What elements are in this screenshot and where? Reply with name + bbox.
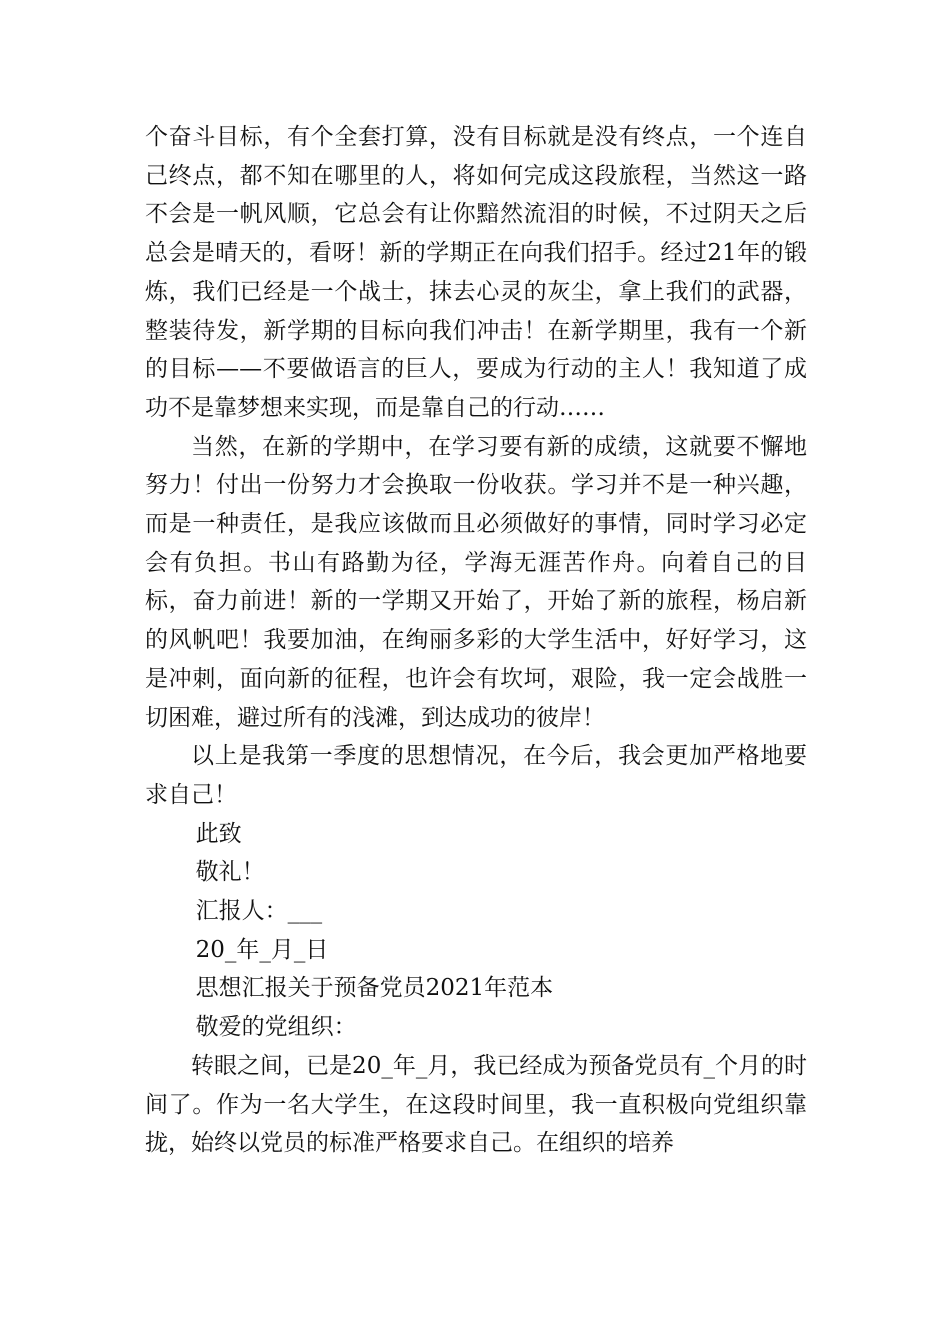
- document-body: [145, 118, 807, 1163]
- paragraph-summary: 以上是我第一季度的思想情况，在今后，我会更加严格地要求自己！: [145, 743, 807, 808]
- salutation-jingli: 敬礼！: [195, 859, 265, 886]
- paragraph-study: 当然，在新的学期中，在学习要有新的成绩，这就要不懈地努力！付出一份努力才会换取一份收获。学习并不是一种兴趣，而是一种责任，是我应该做而且必须做好的事情，同时学习必定会有负担。书山有路勤为径，学海无涯苦作舟。向着自己的目标，奋力前进！新的一学期又开始了，开始了新的旅程，杨启新的风帆吧！我要加油，在绚丽多彩的大学生活中，好好学习，这是冲刺，面向新的征程，也许会有坎坷，艰险，我一定会战胜一切困难，避过所有的浅滩，到达成功的彼岸！: [145, 433, 807, 731]
- date-line: 20_年_月_日: [195, 936, 329, 963]
- section-title: 思想汇报关于预备党员2021年范本: [195, 975, 554, 1002]
- greeting-line: 敬爱的党组织：: [195, 1014, 357, 1041]
- paragraph-intro: 转眼之间，已是20_年_月，我已经成为预备党员有_个月的时间了。作为一名大学生，在这段时间里，我一直积极向党组织靠拢，始终以党员的标准严格要求自己。在组织的培养: [145, 1052, 807, 1157]
- reporter-line: 汇报人：___: [195, 898, 323, 925]
- salutation-cizhi: 此致: [195, 820, 242, 847]
- paragraph-continued: 个奋斗目标，有个全套打算，没有目标就是没有终点，一个连自己终点，都不知在哪里的人，将如何完成这段旅程，当然这一路不会是一帆风顺，它总会有让你黯然流泪的时候，不过阴天之后总会是晴天的，看呀！新的学期正在向我们招手。经过21年的锻炼，我们已经是一个战士，抹去心灵的灰尘，拿上我们的武器，整装待发，新学期的目标向我们冲击！在新学期里，我有一个新的目标——不要做语言的巨人，要成为行动的主人！我知道了成功不是靠梦想来实现，而是靠自己的行动……: [145, 124, 807, 421]
